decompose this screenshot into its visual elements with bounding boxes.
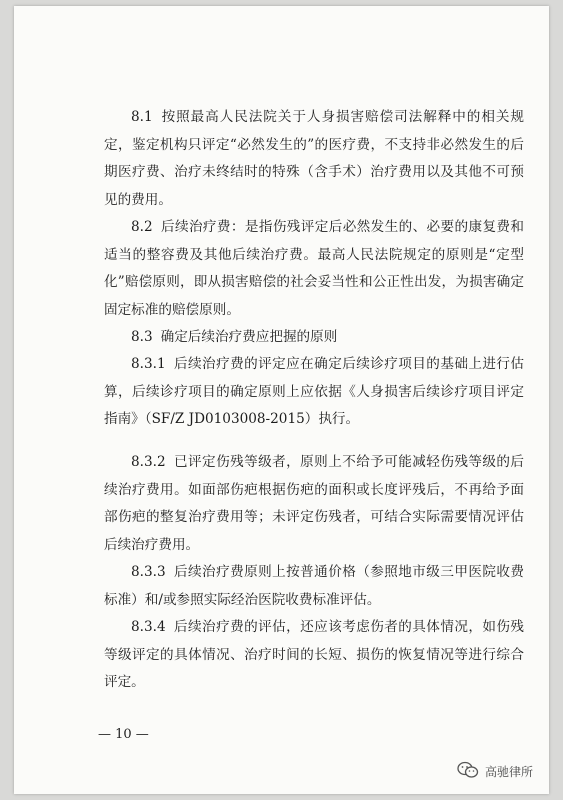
paragraph-8-1 [104, 104, 524, 214]
paragraph-text: 确定后续治疗费应把握的原则 [160, 329, 338, 345]
watermark [457, 761, 533, 782]
section-number: 8.3.1 [131, 356, 166, 372]
section-number: 8.3.3 [131, 564, 166, 580]
section-number: 8.3.2 [131, 454, 166, 470]
paragraph-8-2 [104, 214, 524, 324]
document-page [14, 6, 549, 794]
paragraph-8-3-3 [104, 559, 524, 614]
paragraph-8-3-4 [104, 614, 524, 697]
section-number: 8.2 [131, 219, 153, 235]
section-number: 8.1 [131, 109, 153, 125]
paragraph-text: 后续治疗费原则上按普通价格（参照地市级三甲医院收费标准）和/或参照实际经治医院收费标准评估。 [104, 564, 524, 608]
paragraph-8-3 [104, 324, 524, 352]
section-number: 8.3 [131, 329, 153, 345]
paragraph-text: 后续治疗费：是指伤残评定后必然发生的、必要的康复费和适当的整容费及其他后续治疗费。最高人民法院规定的原则是“定型化”赔偿原则，即从损害赔偿的社会妥当性和公正性出发，为损害确定固定标准的赔偿原则。 [104, 219, 524, 318]
paragraph-text: 按照最高人民法院关于人身损害赔偿司法解释中的相关规定，鉴定机构只评定“必然发生的”的医疗费，不支持非必然发生的后期医疗费、治疗未终结时的特殊（含手术）治疗费用以及其他不可预见的费用。 [104, 109, 524, 208]
paragraph-8-3-1 [104, 351, 524, 434]
wechat-icon [457, 761, 479, 782]
paragraph-text: 后续治疗费的评定应在确定后续诊疗项目的基础上进行估算，后续诊疗项目的确定原则上应依据《人身损害后续诊疗项目评定指南》（SF/Z JD0103008-2015）执行。 [104, 356, 524, 427]
paragraph-text: 已评定伤残等级者，原则上不给予可能减轻伤残等级的后续治疗费用。如面部伤疤根据伤疤的面积或长度评残后，不再给予面部伤疤的整复治疗费用等；未评定伤残者，可结合实际需要情况评估后续治疗费用。 [104, 454, 524, 553]
paragraph-8-3-2 [104, 449, 524, 559]
watermark-name: 高驰律所 [484, 765, 533, 779]
section-number: 8.3.4 [131, 619, 166, 635]
page-number: — 10 — [98, 727, 149, 742]
paragraph-text: 后续治疗费的评估，还应该考虑伤者的具体情况，如伤残等级评定的具体情况、治疗时间的长短、损伤的恢复情况等进行综合评定。 [104, 619, 524, 690]
